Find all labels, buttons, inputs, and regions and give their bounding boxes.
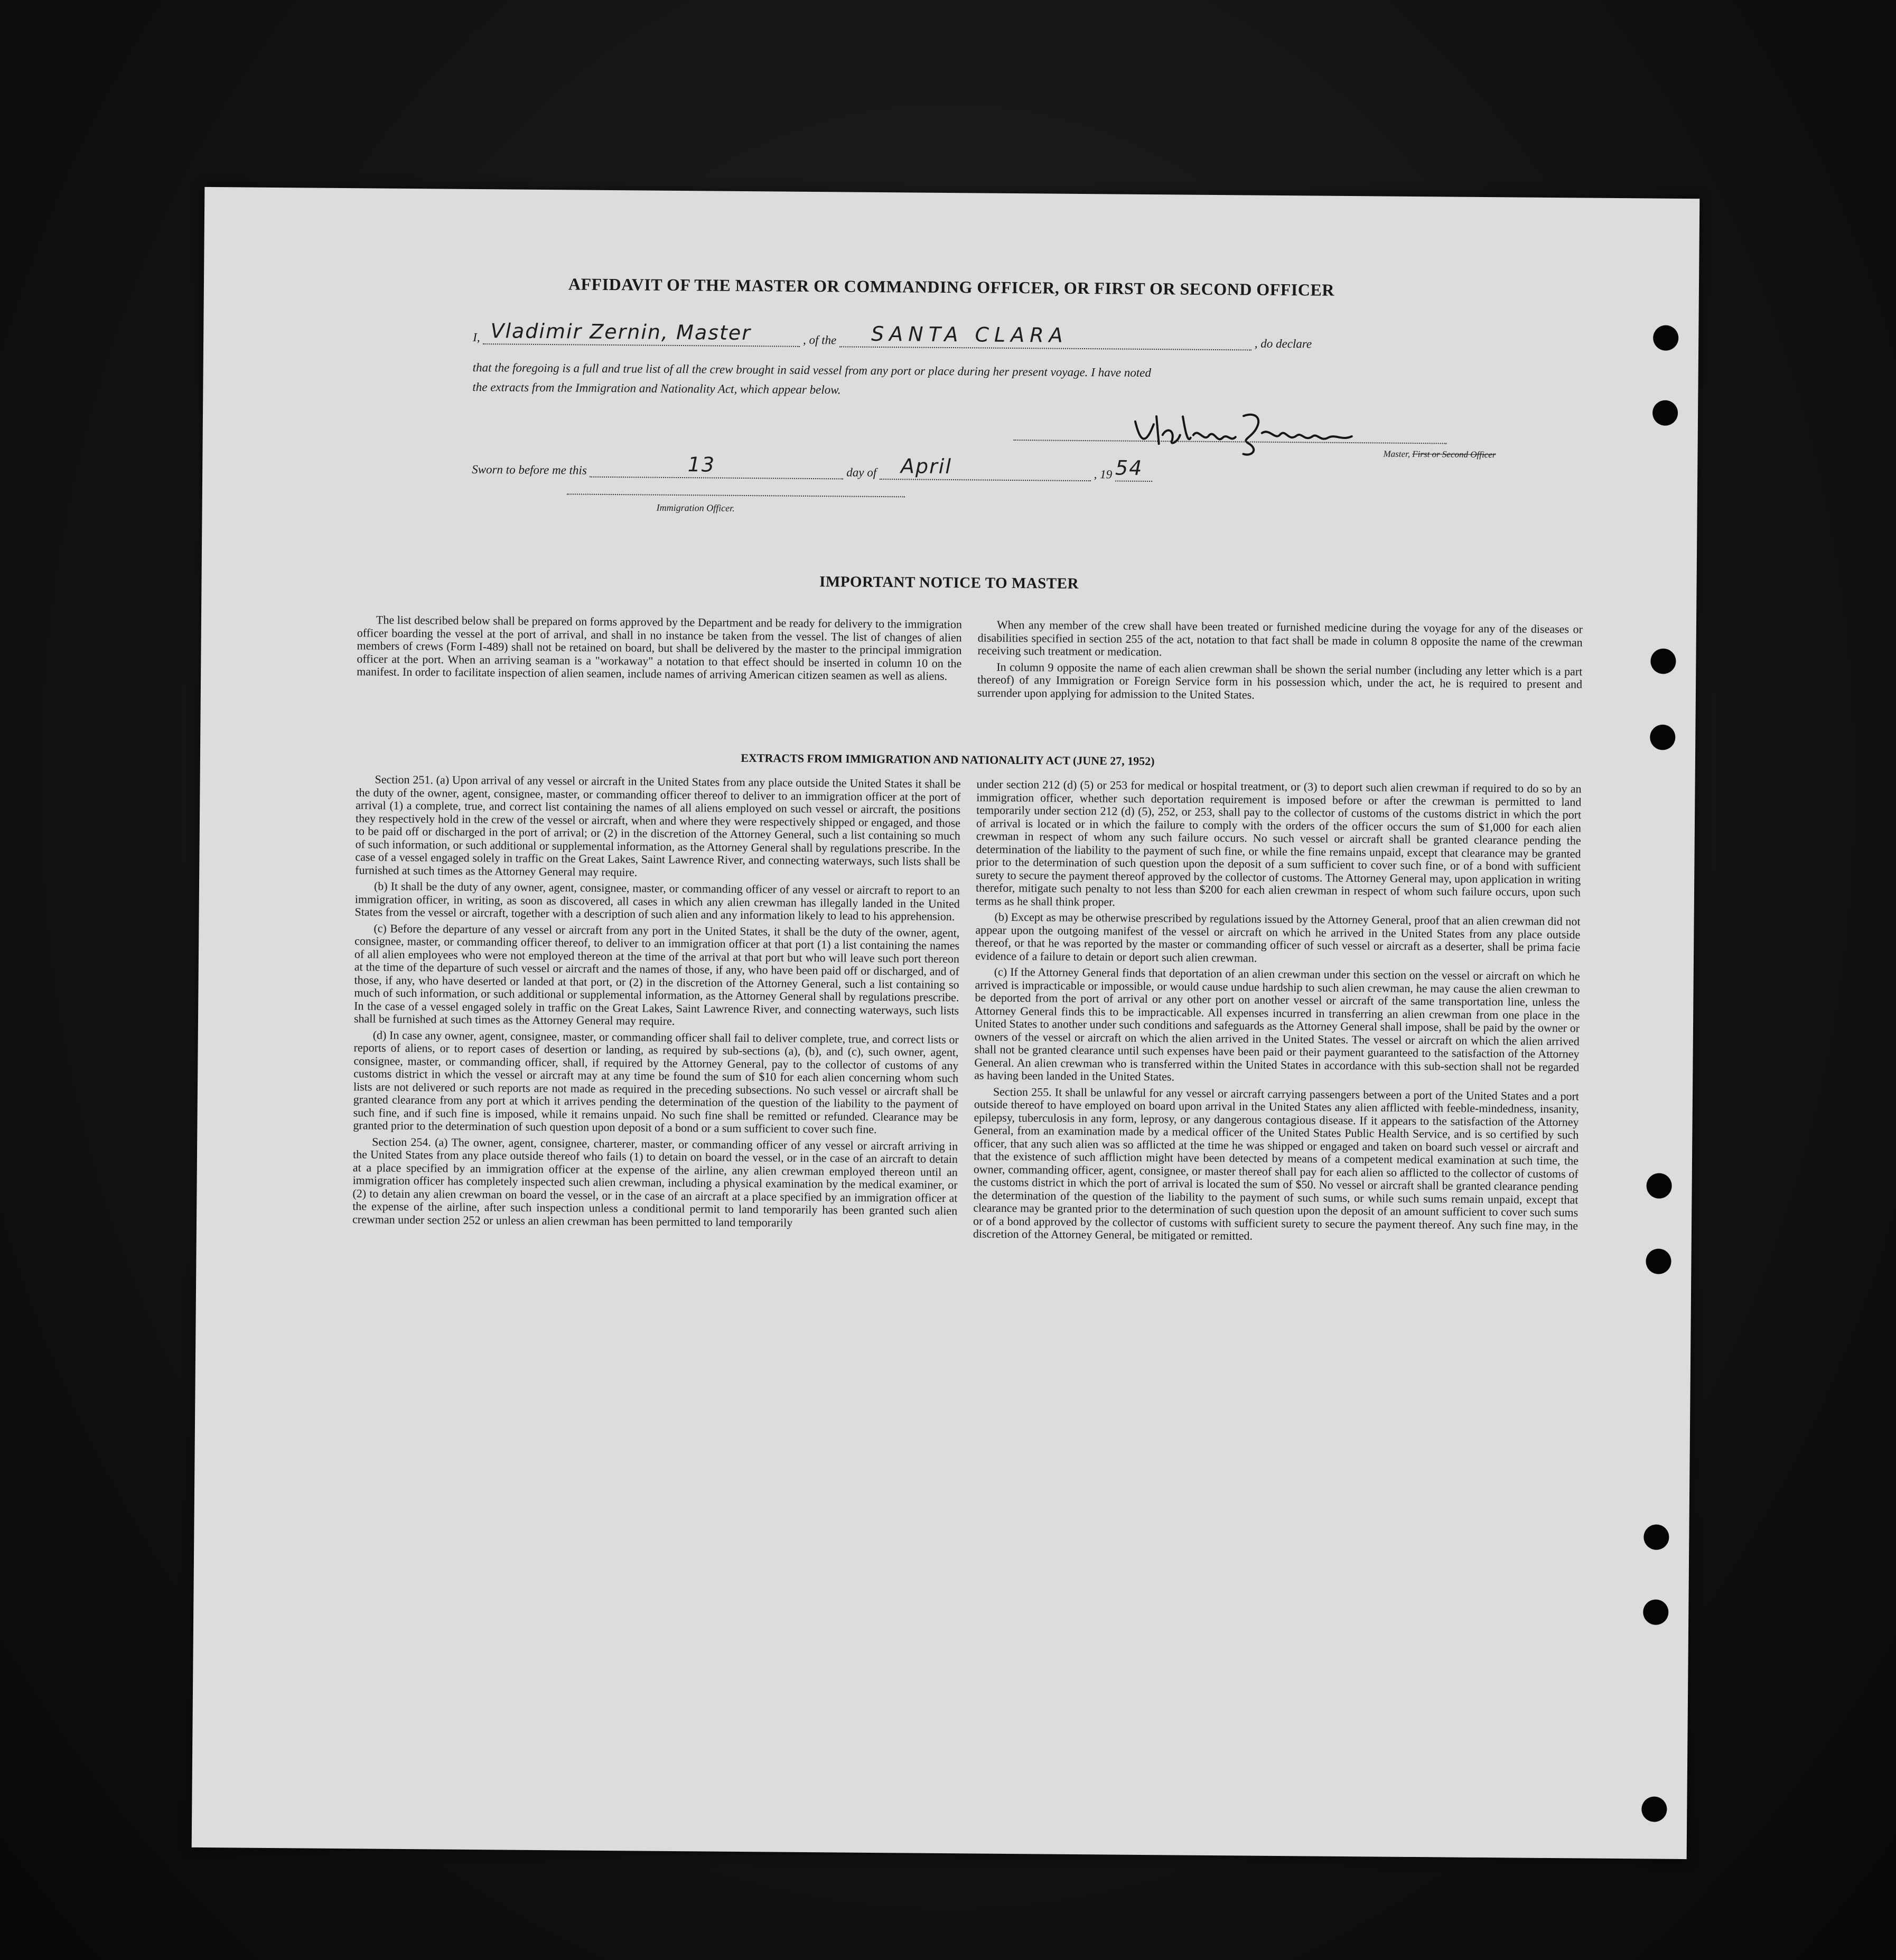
law-paragraph: (b) Except as may be otherwise prescribed by regulations issued by the Attorney General, proof that an alien crewman did not appear upon the outgoing manifest of the vessel or aircraft on which he arrived in the United States from any place outside thereof, or that he was reported by the master or commanding officer of such vessel or aircraft as a deserter, shall be prima facie evidence of a failure to detain or deport such alien crewman. xyxy=(975,910,1581,965)
law-paragraph: (b) It shall be the duty of any owner, agent, consignee, master, or commanding officer of any vessel or aircraft to report to an immigration officer, in writing, as soon as discovered, all cases in which any alien crewman has illegally landed in the United States from the vessel or aircraft, together with a description of such alien and any information likely to lead to his apprehension. xyxy=(354,879,960,923)
punch-hole xyxy=(1652,400,1678,425)
i-label: I, xyxy=(473,330,480,344)
vessel-name: SANTA CLARA xyxy=(871,322,1068,347)
notice-title: IMPORTANT NOTICE TO MASTER xyxy=(819,573,1079,592)
extracts-left-column xyxy=(352,773,961,1234)
master-signature-block xyxy=(1013,405,1496,466)
notice-paragraph: In column 9 opposite the name of each alien crewman shall be shown the serial number (including any letter which is a part thereof) of any Immigration or Foreign Service form in his possession which, under the act, he is required to present and surrender upon applying for admission to the United States. xyxy=(977,660,1583,702)
notice-paragraph: The list described below shall be prepared on forms approved by the Department and be ready for delivery to the immigration officer boarding the vessel at the port of arrival, and shall in no instance be taken from the vessel. The list of changes of alien members of crews (Form I-489) shall not be retained on board, but shall be delivered by the master to the principal immigration officer at the port. When an arriving seaman is a "workaway" a notation to that effect should be inserted in column 10 on the manifest. In order to facilitate inspection of alien seamen, include names of arriving American citizen seamen as well as aliens. xyxy=(357,613,963,683)
sworn-label: Sworn to before me this xyxy=(472,462,587,477)
law-paragraph: under section 212 (d) (5) or 253 for medical or hospital treatment, or (3) to deport such alien crewman if required to do so by an immigration officer, whether such deportation requirement is imposed before or after the crewman is permitted to land temporarily under section 212 (d) (5), 252, or 253, shall pay to the collector of customs of the customs district in which the port of arrival is located or in which the failure to comply with the orders of the officer occurs the sum of $1,000 for each alien crewman in respect of whom any such failure occurs. No such vessel or aircraft shall be granted clearance pending the determination of the liability to the payment of such fine, or while the fine remains unpaid, except that clearance may be granted prior to the determination of such question upon the deposit of a sum sufficient to cover such fine, or of a bond with sufficient surety to secure the payment thereof approved by the collector of customs. The Attorney General may, upon application in writing therefor, mitigate such penalty to not less than $200 for each alien crewman in respect of whom such failure occurs, upon such terms as he shall think proper. xyxy=(975,777,1582,909)
notice-left-column xyxy=(357,613,962,686)
extracts-title: EXTRACTS FROM IMMIGRATION AND NATIONALITY ACT (JUNE 27, 1952) xyxy=(741,751,1155,768)
signature-caption xyxy=(1383,449,1496,460)
vessel-field[interactable] xyxy=(839,322,1251,350)
do-declare-label: , do declare xyxy=(1254,337,1312,351)
struck-officer-label: First or Second Officer xyxy=(1412,449,1496,460)
punch-hole xyxy=(1643,1524,1669,1550)
law-paragraph: (d) In case any owner, agent, consignee, master, or commanding officer shall fail to deliver complete, true, and correct lists or reports of aliens, or to report cases of desertion or landing, as required by sub-sections (a), (b), and (c), such owner, agent, consignee, master, or commanding officer, shall, if required by the Attorney General, pay to the collector of customs of any customs district in which the vessel or aircraft may at any time be found the sum of $10 for each alien concerning whom such lists are not delivered or such reports are not made as required in the preceding subsections. No such vessel or aircraft shall be granted clearance from any port at which it arrives pending the determination of the question of the liability to the payment of such fine, and if such fine is imposed, while it remains unpaid. No such fine shall be remitted or refunded. Clearance may be granted prior to the determination of such question upon deposit of a bond or a sum sufficient to cover such fine. xyxy=(353,1028,959,1136)
year-prefix: , 19 xyxy=(1094,468,1113,481)
law-paragraph: Section 254. (a) The owner, agent, consignee, charterer, master, or commanding officer of any vessel or aircraft arriving in the United States from any place outside thereof who fails (1) to detain on board the vessel, or in the case of an aircraft to detain at a place specified by an immigration officer at the expense of the airline, any alien crewman employed thereon until an immigration officer has completely inspected such alien crewman, including a physical examination by the medical examiner, or (2) to detain any alien crewman on board the vessel, or in the case of an aircraft at a place specified by an immigration officer at the expense of the airline, after such inspection unless a conditional permit to land temporarily has been granted such alien crewman under section 252 or unless an alien crewman has been permitted to land temporarily xyxy=(352,1134,958,1229)
day-value: 13 xyxy=(687,453,716,477)
extracts-right-column xyxy=(973,778,1582,1248)
year-field[interactable] xyxy=(1115,456,1152,482)
declarant-name: Vladimir Zernin, Master xyxy=(490,319,752,345)
affidavit-title: AFFIDAVIT OF THE MASTER OR COMMANDING OFFICER, OR FIRST OR SECOND OFFICER xyxy=(568,274,1335,300)
punch-hole xyxy=(1646,1173,1671,1198)
punch-hole xyxy=(1653,325,1678,350)
day-of-label: day of xyxy=(846,465,877,479)
master-label: Master, xyxy=(1383,449,1411,459)
document-page xyxy=(192,187,1700,1859)
year-value: 54 xyxy=(1115,456,1143,480)
notice-paragraph: When any member of the crew shall have been treated or furnished medicine during the voyage for any of the diseases or disabilities specified in section 255 of the act, notation to that fact shall be made in column 8 opposite the name of the crewman receiving such treatment or medication. xyxy=(977,618,1583,659)
punch-hole xyxy=(1650,724,1675,750)
immigration-officer-signature-line[interactable] xyxy=(567,493,905,497)
punch-hole xyxy=(1646,1248,1671,1274)
month-field[interactable] xyxy=(880,454,1091,481)
statement-line-2: the extracts from the Immigration and Nationality Act, which appear below. xyxy=(472,380,841,397)
master-signature xyxy=(1129,406,1378,458)
month-value: April xyxy=(900,454,952,479)
declarant-field[interactable] xyxy=(483,319,800,347)
law-paragraph: (c) If the Attorney General finds that deportation of an alien crewman under this section on the vessel or aircraft on which he arrived is impracticable or impossible, or would cause undue hardship to such alien crewman, he may cause the alien crewman to be deported from the port of arrival or any other port on another vessel or aircraft of the same transportation line, unless the Attorney General finds this to be impracticable. All expenses incurred in transferring an alien crewman from one place in the United States to another under such conditions and safeguards as the Attorney General shall impose, shall be paid by the owner or owners of the vessel or aircraft on which the alien arrived in the United States. The vessel or aircraft on which the alien arrived shall not be granted clearance until such expenses have been paid or their payment guaranteed to the satisfaction of the Attorney General. An alien crewman who is transferred within the United States in accordance with this sub-section shall not be regarded as having been landed in the United States. xyxy=(974,965,1580,1084)
statement-line-1: that the foregoing is a full and true list of all the crew brought in said vessel from any port or place during her present voyage. I have noted xyxy=(472,360,1151,380)
law-paragraph: Section 255. It shall be unlawful for any vessel or aircraft carrying passengers between a port of the United States and a port outside thereof to have employed on board upon arrival in the United States any alien afflicted with feeble-mindedness, insanity, epilepsy, tuberculosis in any form, leprosy, or any dangerous contagious disease. If it appears to the satisfaction of the Attorney General, from an examination made by a medical officer of the United States Public Health Service, and is so certified by such officer, that any such alien was so afflicted at the time he was shipped or engaged and taken on board such vessel or aircraft and that the existence of such affliction might have been detected by means of a competent medical examination at such time, the owner, commanding officer, agent, consignee, or master thereof shall pay for each alien so afflicted to the collector of customs of the customs district in which the port of arrival is located the sum of $50. No vessel or aircraft shall be granted clearance pending the determination of the question of the liability to the payment of such sums, or while such sums remain unpaid, except that clearance may be granted prior to the determination of such question upon the deposit of an amount sufficient to cover such sums or of a bond approved by the collector of customs with sufficient surety to secure the payment thereof. Any such fine may, in the discretion of the Attorney General, be mitigated or remitted. xyxy=(973,1085,1580,1243)
law-paragraph: (c) Before the departure of any vessel or aircraft from any port in the United States, it shall be the duty of the owner, agent, consignee, master, or commanding officer thereof, to deliver to an immigration officer at that port (1) a list containing the names of all alien employees who were not employed thereon at the time of the arrival at that port but who will leave such port thereon at the time of the departure of such vessel or aircraft and the names of those, if any, who have been paid off or discharged, and of those, if any, who have deserted or landed at that port, or (2) in the discretion of the Attorney General, such a list containing so much of such information, or such additional or supplemental information, as the Attorney General shall by regulations prescribe. In the case of a vessel engaged solely in traffic on the Great Lakes, Saint Lawrence River, and connecting waterways, such lists shall be furnished at such times as the Attorney General may require. xyxy=(353,921,960,1028)
law-paragraph: Section 251. (a) Upon arrival of any vessel or aircraft in the United States from any place outside the United States it shall be the duty of the owner, agent, consignee, master, or commanding officer thereof to deliver to an immigration officer at the port of arrival (1) a complete, true, and correct list containing the names of all aliens employed on such vessel or aircraft, the positions they respectively hold in the crew of the vessel or aircraft, when and where they were respectively shipped or engaged, and those to be paid off or discharged in the port of arrival; or (2) in the discretion of the Attorney General, such a list containing so much of such information, or such additional or supplemental information, as the Attorney General shall by regulations prescribe. In the case of a vessel engaged solely in traffic on the Great Lakes, Saint Lawrence River, and connecting waterways, such lists shall be furnished at such times as the Attorney General may require. xyxy=(355,772,961,879)
of-the-label: , of the xyxy=(802,333,837,347)
notice-right-column xyxy=(977,618,1583,707)
declaration-line xyxy=(473,319,1312,351)
immigration-officer-label: Immigration Officer. xyxy=(656,502,735,514)
punch-hole xyxy=(1650,648,1676,674)
day-field[interactable] xyxy=(590,453,843,480)
punch-hole xyxy=(1643,1599,1668,1625)
punch-hole xyxy=(1641,1796,1667,1822)
